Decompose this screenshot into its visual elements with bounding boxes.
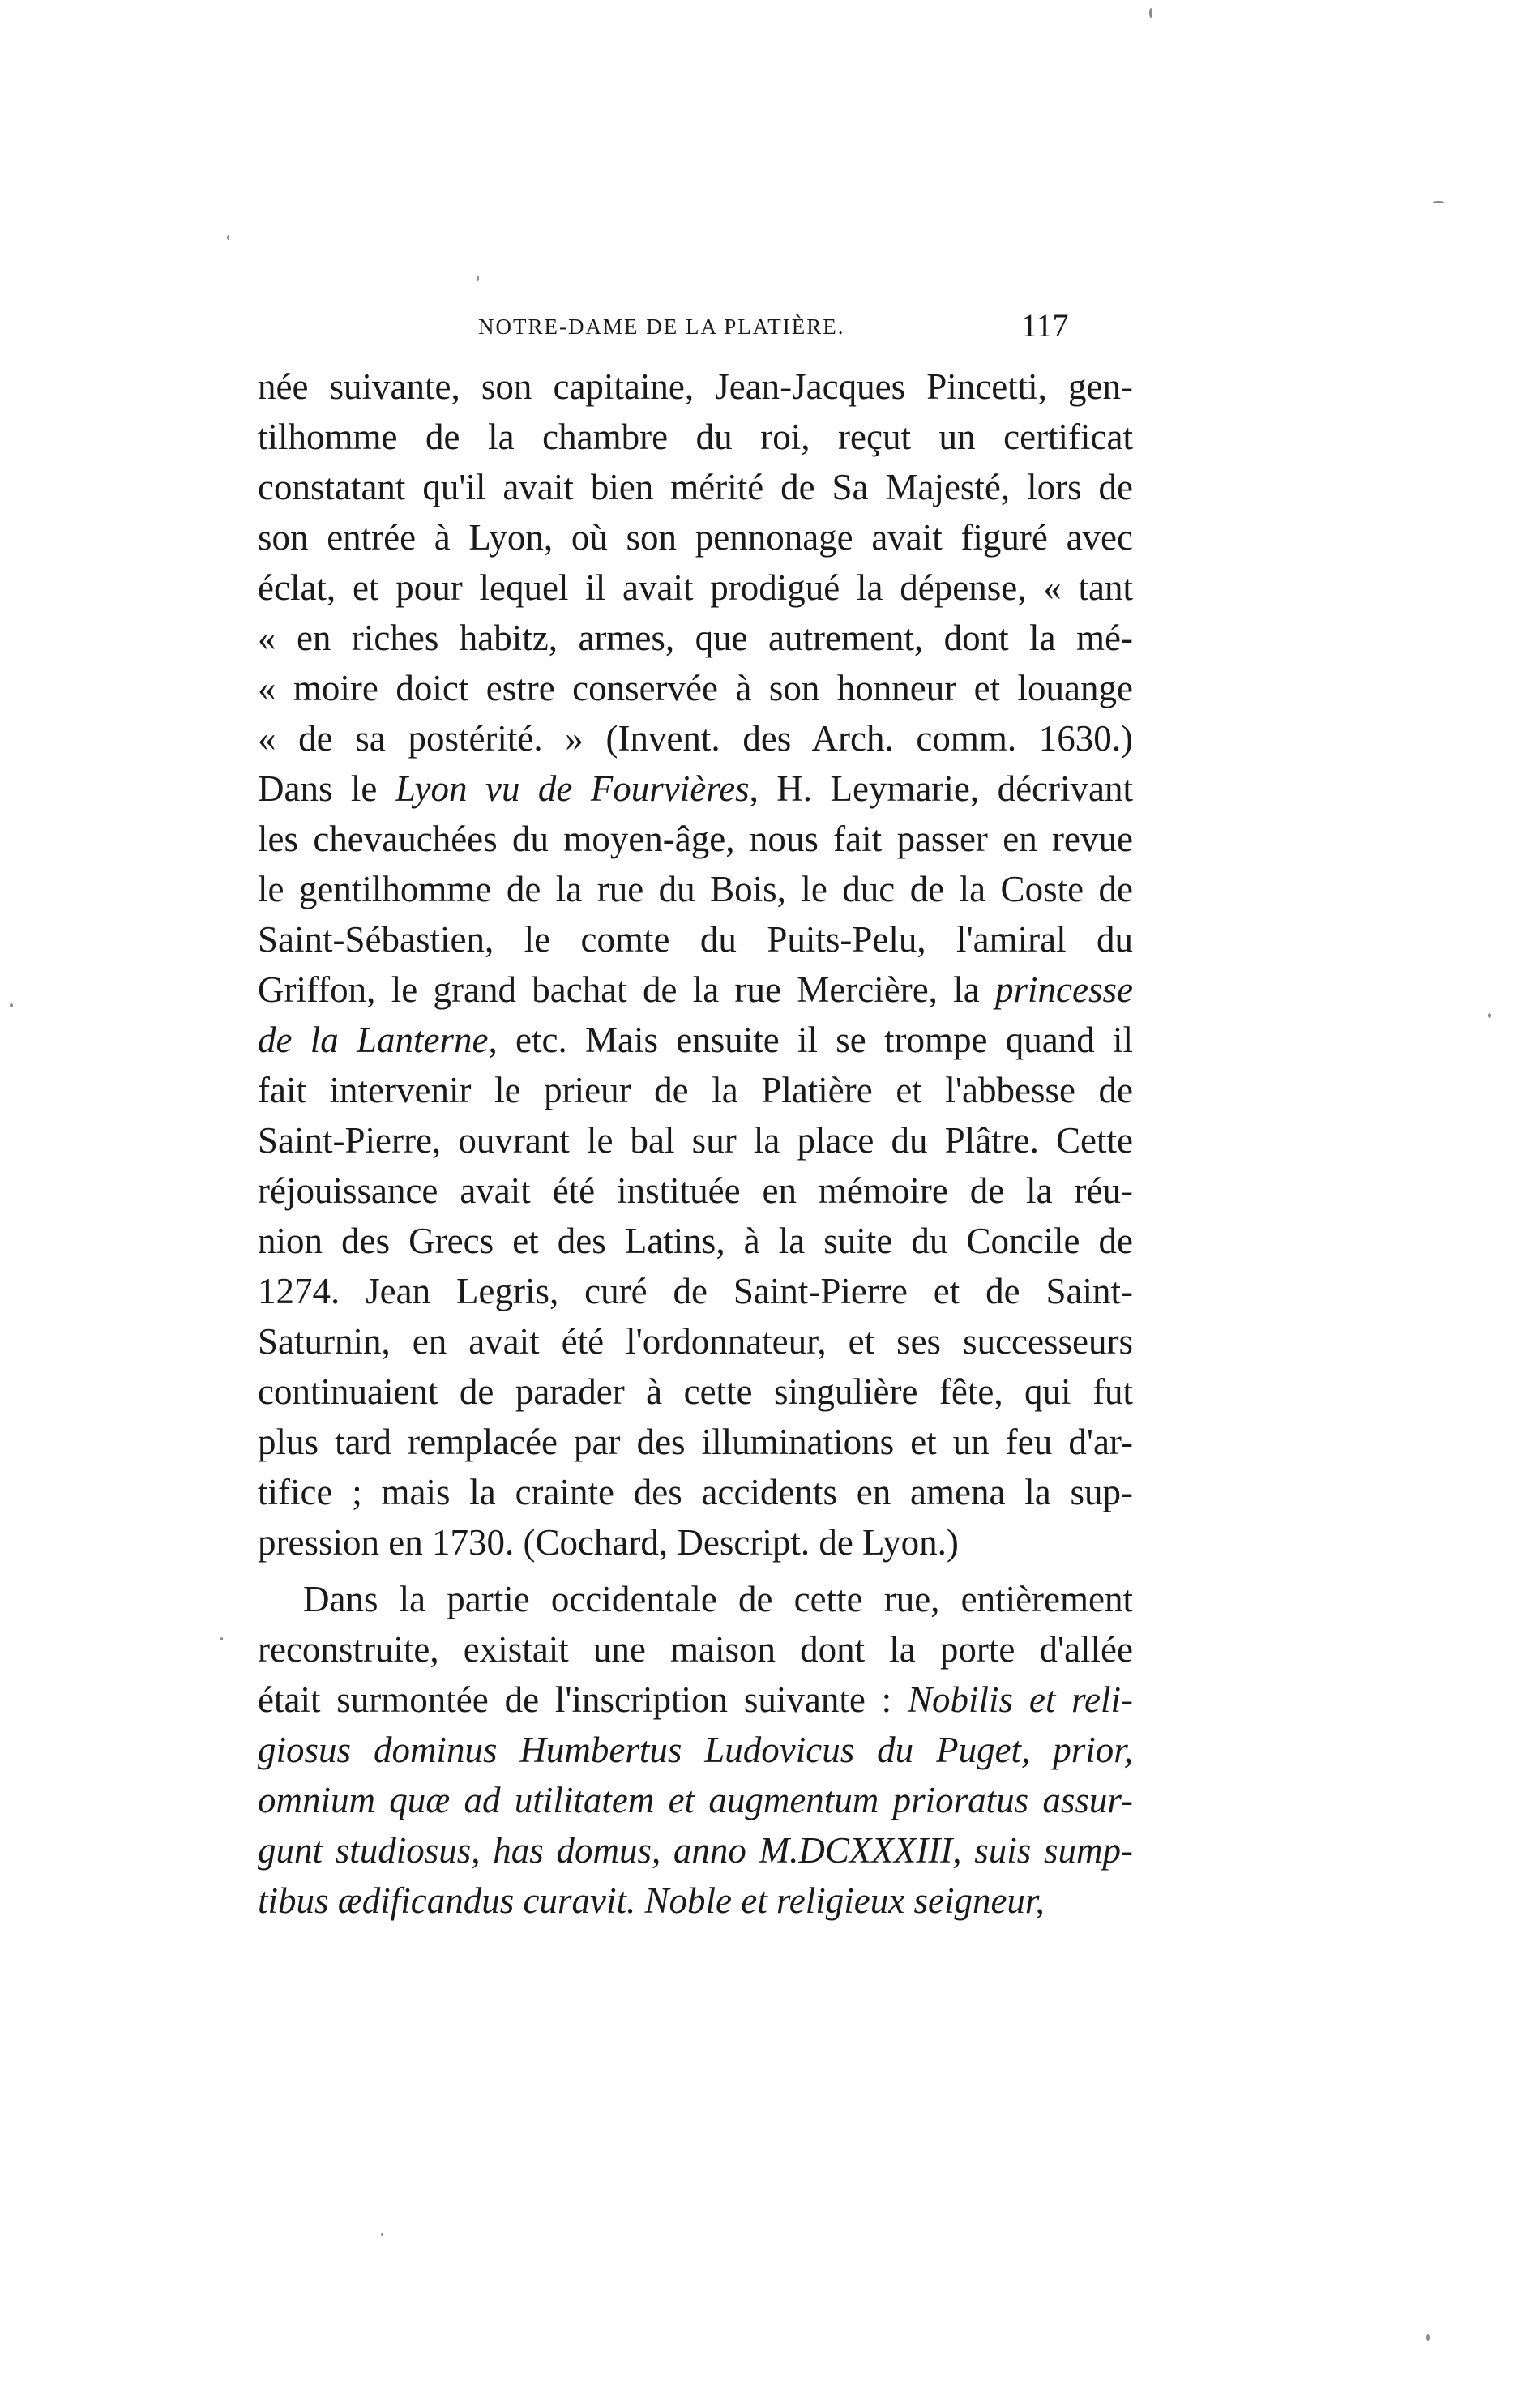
text-line	[258, 1065, 1133, 1115]
text-run: Dans le	[258, 768, 395, 809]
text-line	[258, 562, 1133, 613]
text-line	[258, 1725, 1133, 1775]
body-text	[258, 361, 1133, 1926]
scan-speck	[1433, 201, 1444, 203]
italic-text: Lyon vu de Fourvières	[395, 768, 750, 809]
text-run: Saturnin, en avait été l'ordonnateur, et ses successeurs	[258, 1321, 1133, 1362]
text-run: née suivante, son capitaine, Jean-Jacques Pincetti, gen-	[258, 366, 1133, 407]
text-line	[258, 1166, 1133, 1216]
text-run: reconstruite, existait une maison dont la porte d'allée	[258, 1629, 1133, 1670]
text-line	[258, 1367, 1133, 1417]
scan-speck	[227, 235, 229, 240]
text-line	[258, 1316, 1133, 1367]
scan-speck	[10, 1003, 13, 1007]
text-line	[258, 462, 1133, 512]
text-run: son entrée à Lyon, où son pennonage avait figuré avec	[258, 517, 1133, 558]
text-line	[258, 1624, 1133, 1674]
text-run: « en riches habitz, armes, que autrement, dont la mé-	[258, 618, 1133, 658]
text-run: continuaient de parader à cette singulière fête, qui fut	[258, 1371, 1133, 1412]
text-line	[258, 412, 1133, 462]
italic-text: princesse	[995, 969, 1133, 1010]
text-line	[258, 512, 1133, 562]
running-title: NOTRE-DAME DE LA PLATIÈRE.	[478, 314, 845, 339]
text-line	[258, 613, 1133, 663]
text-line	[258, 964, 1133, 1015]
text-line	[258, 1517, 1133, 1568]
italic-text: gunt studiosus, has domus, anno M.DCXXXIII, suis sump-	[258, 1830, 1133, 1871]
text-line	[258, 1467, 1133, 1517]
page-number: 117	[1021, 307, 1069, 344]
text-run: « moire doict estre conservée à son honneur et louange	[258, 668, 1133, 708]
text-line	[258, 864, 1133, 914]
text-line	[258, 713, 1133, 763]
page-header	[478, 306, 1127, 352]
text-run: Saint-Sébastien, le comte du Puits-Pelu, l'amiral du	[258, 919, 1133, 960]
scan-speck	[381, 2233, 383, 2236]
paragraph-2	[258, 1574, 1133, 1926]
text-line	[258, 814, 1133, 864]
text-line	[258, 663, 1133, 713]
text-line	[258, 1115, 1133, 1166]
scan-speck	[1488, 1013, 1491, 1018]
text-run: nion des Grecs et des Latins, à la suite du Concile de	[258, 1221, 1133, 1261]
scan-speck	[1149, 8, 1152, 18]
italic-text: giosus dominus Humbertus Ludovicus du Puget, prior,	[258, 1730, 1133, 1770]
scan-speck	[477, 276, 479, 281]
text-line	[258, 1825, 1133, 1876]
text-run: 1274. Jean Legris, curé de Saint-Pierre et de Saint-	[258, 1271, 1133, 1311]
text-run: tilhomme de la chambre du roi, reçut un certificat	[258, 417, 1133, 457]
text-run: , etc. Mais ensuite il se trompe quand il	[488, 1020, 1134, 1060]
text-run: Saint-Pierre, ouvrant le bal sur la place du Plâtre. Cette	[258, 1120, 1133, 1161]
text-run: , H. Leymarie, décrivant	[749, 768, 1133, 809]
italic-text: omnium quæ ad utilitatem et augmentum prioratus assur-	[258, 1780, 1133, 1820]
text-run: était surmontée de l'inscription suivante :	[258, 1679, 908, 1720]
text-line	[258, 1574, 1133, 1624]
text-line	[258, 763, 1133, 814]
text-run: « de sa postérité. » (Invent. des Arch. comm. 1630.)	[258, 718, 1133, 759]
text-line	[258, 361, 1133, 412]
text-line	[258, 1266, 1133, 1316]
text-run: Griffon, le grand bachat de la rue Mercière, la	[258, 969, 996, 1010]
text-line	[258, 1674, 1133, 1725]
italic-text: de la Lanterne	[258, 1020, 489, 1060]
text-line	[258, 1015, 1133, 1065]
text-run: réjouissance avait été instituée en mémoire de la réu-	[258, 1170, 1133, 1211]
text-line	[258, 914, 1133, 964]
scan-speck	[1426, 2334, 1430, 2341]
italic-text: tibus ædificandus curavit. Noble et religieux seigneur,	[258, 1880, 1045, 1921]
text-line	[258, 1417, 1133, 1467]
italic-text: Nobilis et reli-	[907, 1679, 1133, 1720]
scan-speck	[220, 1637, 223, 1640]
text-run: les chevauchées du moyen-âge, nous fait passer en revue	[258, 819, 1133, 859]
paragraph-1	[258, 361, 1133, 1568]
text-run: Dans la partie occidentale de cette rue, entièrement	[303, 1579, 1133, 1619]
text-run: tifice ; mais la crainte des accidents en amena la sup-	[258, 1472, 1133, 1512]
text-line	[258, 1876, 1133, 1926]
text-run: fait intervenir le prieur de la Platière et l'abbesse de	[258, 1070, 1133, 1110]
text-line	[258, 1775, 1133, 1825]
text-run: éclat, et pour lequel il avait prodigué la dépense, « tant	[258, 567, 1133, 608]
text-run: pression en 1730. (Cochard, Descript. de Lyon.)	[258, 1522, 959, 1563]
text-run: constatant qu'il avait bien mérité de Sa Majesté, lors de	[258, 467, 1133, 507]
text-run: le gentilhomme de la rue du Bois, le duc de la Coste de	[258, 869, 1133, 909]
text-run: plus tard remplacée par des illuminations et un feu d'ar-	[258, 1422, 1133, 1462]
text-line	[258, 1216, 1133, 1266]
